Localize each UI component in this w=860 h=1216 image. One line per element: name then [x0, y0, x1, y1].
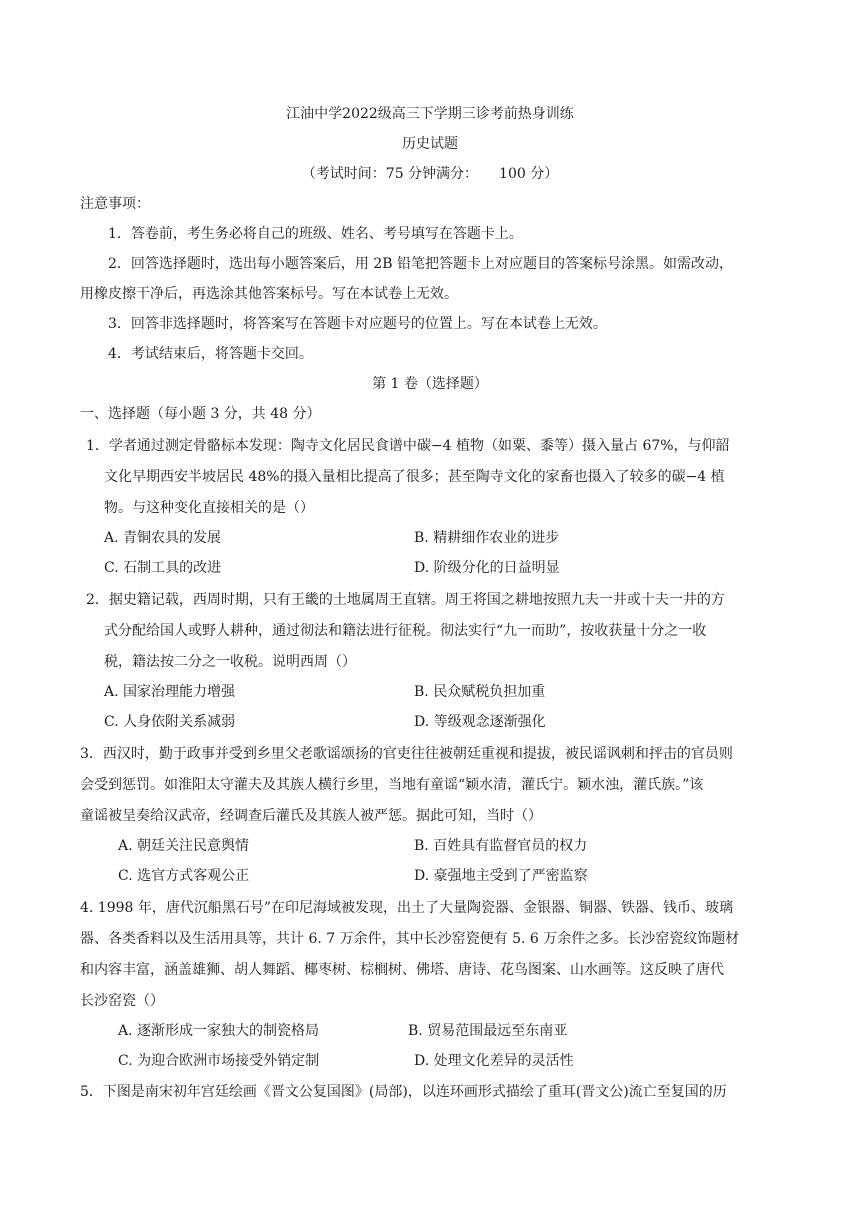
- question-text: 物。与这种变化直接相关的是（）: [104, 500, 314, 516]
- section-heading: 一、选择题（每小题 3 分，共 48 分）: [80, 406, 321, 422]
- option-c: C. 人身依附关系减弱: [104, 714, 236, 730]
- question-text: 4. 1998 年，唐代沉船黑石号”在印尼海域被发现，出土了大量陶瓷器、金银器、铜器、铁器、钱币、玻璃: [80, 900, 734, 916]
- question-text: 和内容丰富，涵盖雄狮、胡人舞蹈、椰枣树、棕榈树、佛塔、唐诗、花鸟图案、山水画等。这反映了唐代: [80, 962, 724, 978]
- option-d: D. 豪强地主受到了严密监察: [414, 868, 588, 884]
- question-text: 税，籍法按二分之一收税。说明西周（）: [104, 654, 356, 670]
- question-text: 3．西汉时，勤于政事并受到乡里父老歌谣颂扬的官吏往往被朝廷重视和提拔，被民谣讽刺和抨击的官员则: [80, 746, 733, 762]
- option-d: D. 等级观念逐渐强化: [414, 714, 546, 730]
- notice-item: 4．考试结束后，将答题卡交回。: [108, 346, 313, 362]
- option-b: B. 百姓具有监督官员的权力: [414, 838, 588, 854]
- notice-item: 2．回答选择题时，选出每小题答案后，用 2B 铅笔把答题卡上对应题目的答案标号涂黑。如需改动，: [108, 256, 734, 272]
- option-c: C. 选官方式客观公正: [118, 868, 250, 884]
- option-d: D. 处理文化差异的灵活性: [414, 1053, 574, 1069]
- question-text: 式分配给国人或野人耕种，通过彻法和籍法进行征税。彻法实行“九一而助”，按收获量十分之一收: [104, 623, 707, 639]
- notice-heading: 注意事项：: [80, 196, 150, 212]
- notice-item: 3．回答非选择题时，将答案写在答题卡对应题号的位置上。写在本试卷上无效。: [108, 316, 607, 332]
- option-b: B. 精耕细作农业的进步: [414, 530, 560, 546]
- question-text: 文化早期西安半坡居民 48%的摄入量相比提高了很多；甚至陶寺文化的家畜也摄入了较多的碳−4 植: [104, 469, 725, 485]
- option-a: A. 逐渐形成一家独大的制瓷格局: [118, 1023, 320, 1039]
- option-a: A. 朝廷关注民意舆情: [118, 838, 250, 854]
- notice-item: 用橡皮擦干净后，再选涂其他答案标号。写在本试卷上无效。: [80, 286, 458, 302]
- option-c: C. 石制工具的改进: [104, 560, 222, 576]
- notice-item: 1．答卷前，考生务必将自己的班级、姓名、考号填写在答题卡上。: [108, 226, 523, 242]
- exam-time-info: （考试时间：75 分钟满分： 100 分）: [301, 166, 559, 182]
- option-a: A. 青铜农具的发展: [104, 530, 222, 546]
- exam-title: 江油中学2022级高三下学期三诊考前热身训练: [286, 106, 574, 122]
- exam-subject: 历史试题: [402, 136, 458, 152]
- question-text: 童谣被呈奏给汉武帝，经调查后灌氏及其族人被严惩。据此可知，当时（）: [80, 808, 542, 824]
- option-b: B. 贸易范围最远至东南亚: [408, 1023, 568, 1039]
- question-text: 会受到惩罚。如淮阳太守灌夫及其族人横行乡里，当地有童谣“颖水清，灌氏宁。颖水浊，灌氏族。”该: [80, 777, 704, 793]
- option-b: B. 民众赋税负担加重: [414, 684, 546, 700]
- option-c: C. 为迎合欧洲市场接受外销定制: [118, 1053, 320, 1069]
- question-text: 1．学者通过测定骨骼标本发现：陶寺文化居民食谱中碳−4 植物（如粟、黍等）摄入量占 67%，与仰韶: [86, 438, 730, 454]
- option-d: D. 阶级分化的日益明显: [414, 560, 560, 576]
- part-title: 第 1 卷（选择题）: [372, 376, 488, 392]
- question-text: 5．下图是南宋初年宫廷绘画《晋文公复国图》(局部)，以连环画形式描绘了重耳(晋文公)流亡至复国的历: [80, 1084, 727, 1100]
- question-text: 2．据史籍记载，西周时期，只有王畿的土地属周王直辖。周王将国之耕地按照九夫一井或十夫一井的方: [86, 592, 725, 608]
- question-text: 长沙窑瓷（）: [80, 993, 164, 1009]
- option-a: A. 国家治理能力增强: [104, 684, 236, 700]
- question-text: 器、各类香料以及生活用具等，共计 6. 7 万余件，其中长沙窑瓷便有 5. 6 万余件之多。长沙窑瓷纹饰题材: [80, 931, 740, 947]
